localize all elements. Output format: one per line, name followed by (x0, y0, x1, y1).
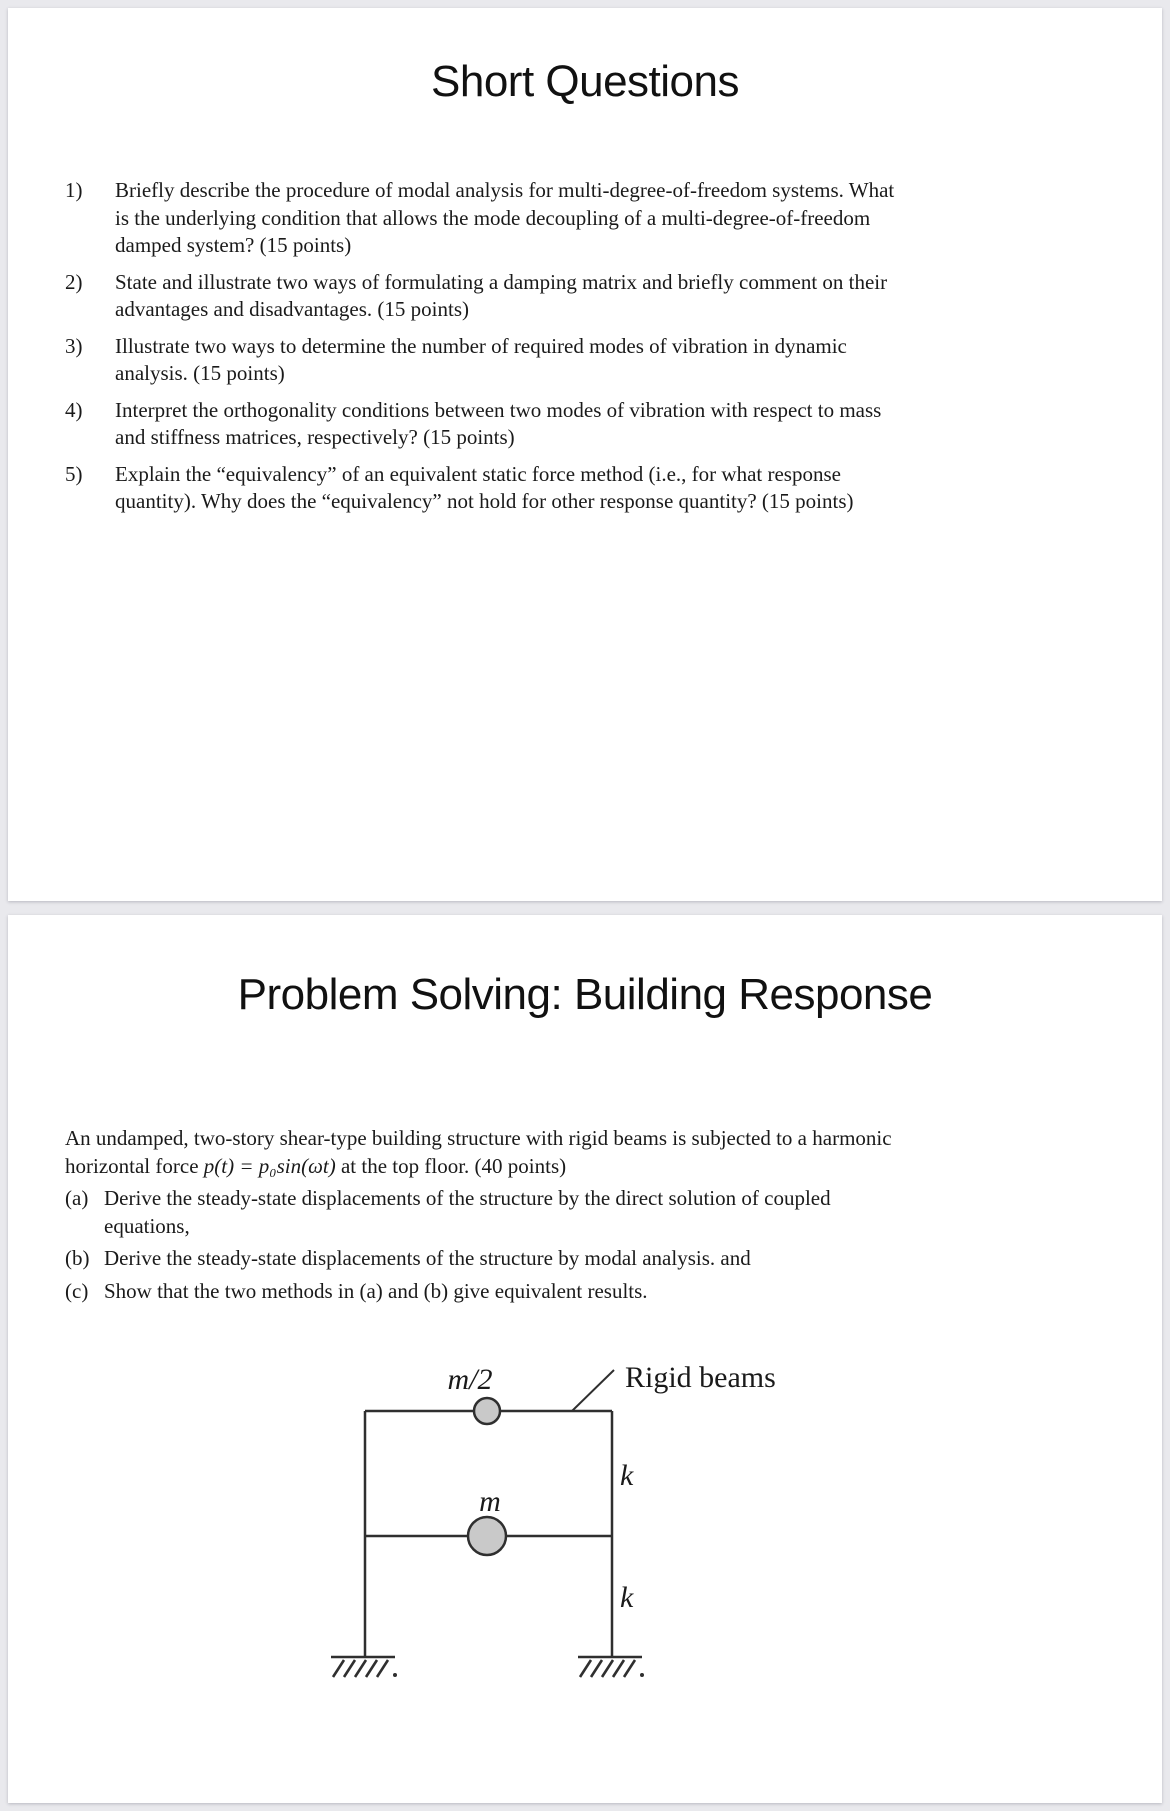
question-line: Illustrate two ways to determine the number of required modes of vibration in dynamic (115, 333, 847, 358)
stiffness-bottom-label: k (620, 1581, 634, 1614)
top-mass-label: m/2 (447, 1363, 493, 1396)
slide-short-questions (8, 8, 1162, 901)
question-line: Explain the “equivalency” of an equivalent static force method (i.e., for what response (115, 461, 841, 486)
part-item-c (65, 1278, 1105, 1306)
ground-symbol-left (331, 1657, 397, 1677)
stiffness-top-label: k (620, 1459, 634, 1492)
question-text (115, 177, 1105, 260)
part-line: equations, (104, 1213, 190, 1238)
question-number: 5) (65, 461, 83, 486)
slide-problem-solving (8, 915, 1162, 1803)
ground-symbol-right (578, 1657, 644, 1677)
intro-line-1: An undamped, two-story shear-type building structure with rigid beams is subjected to a harmonic (65, 1126, 892, 1150)
rigid-beams-label: Rigid beams (625, 1361, 776, 1394)
part-marker: (c) (65, 1278, 89, 1303)
question-item-5 (65, 461, 1105, 516)
intro-line2-post: at the top floor. (40 points) (335, 1153, 567, 1178)
question-line: Interpret the orthogonality conditions between two modes of vibration with respect to mass (115, 397, 882, 422)
part-marker: (a) (65, 1186, 89, 1210)
question-item-1 (65, 177, 1105, 260)
slide2-title: Problem Solving: Building Response (237, 970, 933, 1019)
question-line: and stiffness matrices, respectively? (15 points) (115, 425, 515, 449)
question-line: State and illustrate two ways of formulating a damping matrix and briefly comment on their (115, 269, 888, 294)
part-text (104, 1245, 1105, 1273)
part-text (104, 1278, 1105, 1306)
middle-mass-label: m (479, 1485, 501, 1518)
building-diagram-svg (300, 1345, 840, 1695)
part-line: Show that the two methods in (a) and (b) give equivalent results. (104, 1278, 648, 1303)
question-text (115, 397, 1105, 452)
part-line: Derive the steady-state displacements of the structure by modal analysis. and (104, 1246, 751, 1270)
question-list (8, 177, 1162, 516)
question-text (115, 333, 1105, 388)
part-marker: (b) (65, 1246, 90, 1270)
part-list (8, 1185, 1162, 1305)
intro-line-2 (65, 1153, 1105, 1181)
slide-gap (0, 901, 1170, 915)
question-item-3 (65, 333, 1105, 388)
question-number: 2) (65, 269, 83, 294)
question-line: quantity). Why does the “equivalency” not hold for other response quantity? (15 points) (115, 489, 854, 513)
question-item-2 (65, 269, 1105, 324)
question-number: 3) (65, 333, 83, 358)
question-number: 1) (65, 178, 83, 202)
question-line: damped system? (15 points) (115, 233, 352, 257)
question-line: is the underlying condition that allows the mode decoupling of a multi-degree-of-freedom (115, 205, 871, 230)
question-line: Briefly describe the procedure of modal analysis for multi-degree-of-freedom systems. What (115, 178, 895, 202)
question-item-4 (65, 397, 1105, 452)
part-item-a (65, 1185, 1105, 1240)
question-number: 4) (65, 397, 83, 422)
question-line: advantages and disadvantages. (15 points) (115, 297, 469, 321)
top-mass-circle (474, 1398, 500, 1424)
slide1-title: Short Questions (431, 57, 739, 106)
part-line: Derive the steady-state displacements of the structure by the direct solution of coupled (104, 1186, 831, 1210)
question-line: analysis. (15 points) (115, 361, 285, 385)
middle-mass-circle (468, 1517, 506, 1555)
rigid-beams-pointer-line (572, 1370, 614, 1411)
question-text (115, 269, 1105, 324)
part-item-b (65, 1245, 1105, 1273)
problem-intro (8, 1125, 1162, 1180)
force-formula: p(t) = p₀sin(ωt) (203, 1153, 336, 1178)
question-text (115, 461, 1105, 516)
intro-line2-pre: horizontal force (65, 1153, 204, 1178)
part-text (104, 1185, 1105, 1240)
building-diagram (300, 1345, 1162, 1700)
